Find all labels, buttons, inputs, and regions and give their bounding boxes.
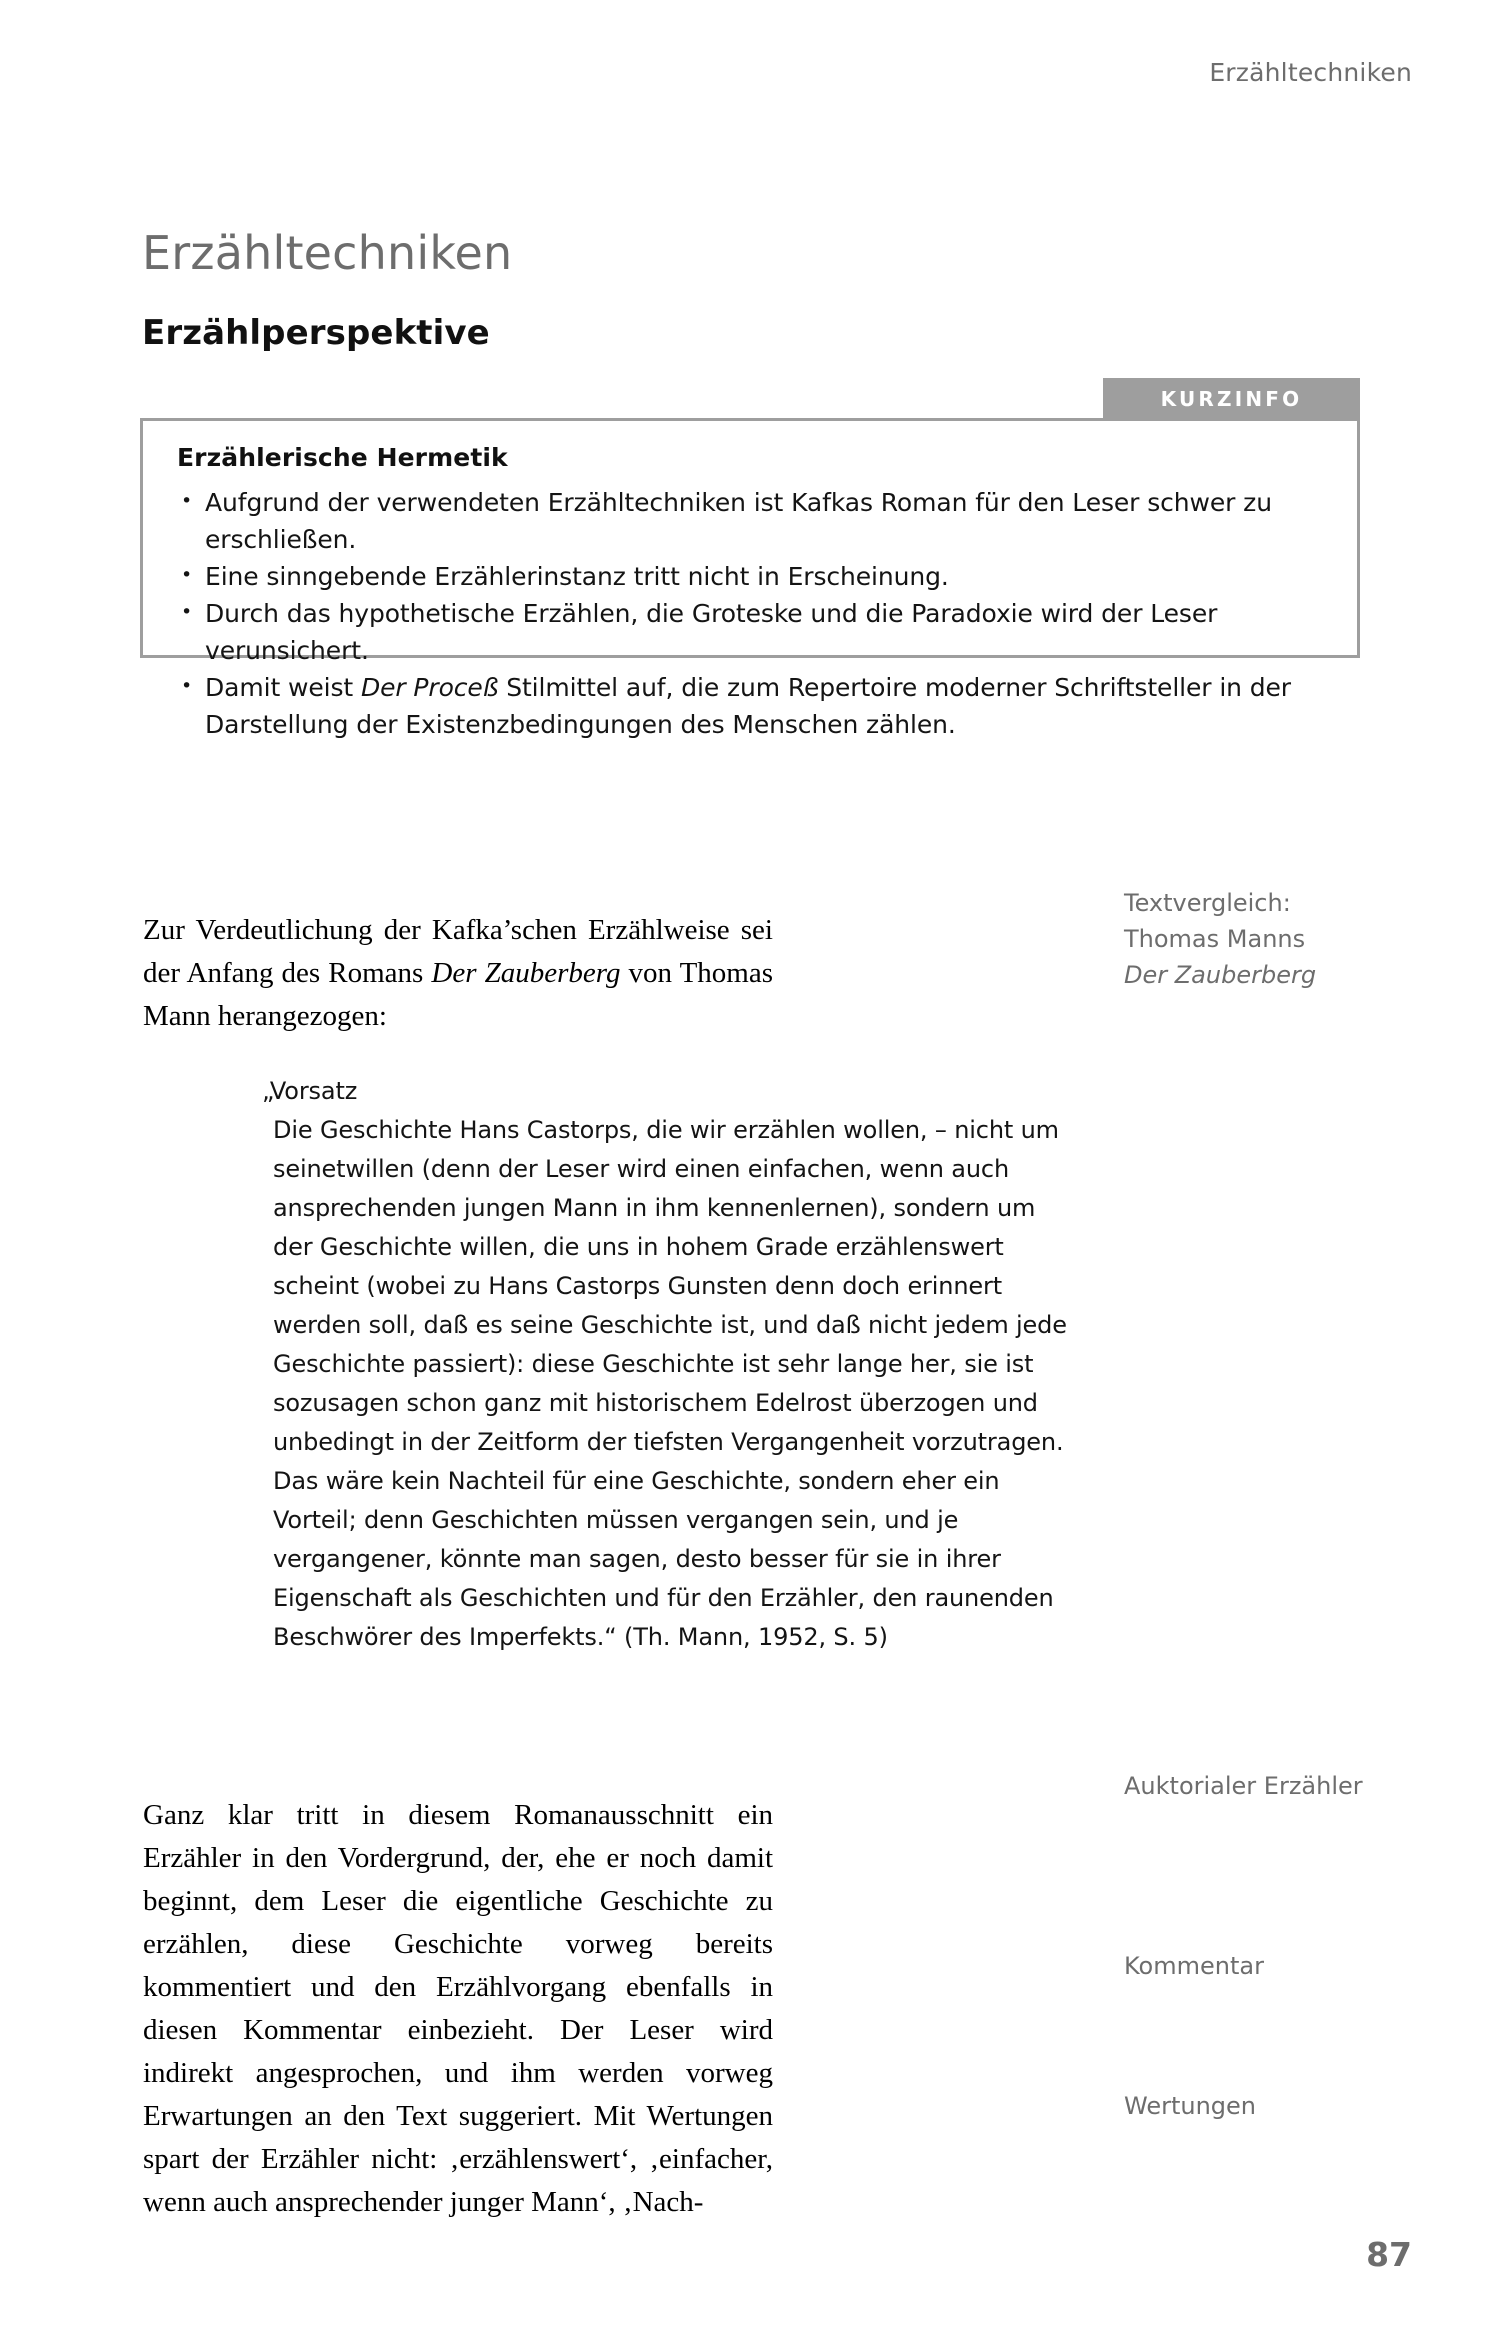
page-number: 87: [1366, 2235, 1412, 2274]
intro-text-pre: Zur Verdeutlichung der Kafka’schen Erzählweise sei der Anfang des Romans: [143, 914, 773, 989]
bullet-text-italic: Der Proceß: [360, 673, 499, 702]
margin-note-textvergleich: [1124, 885, 1454, 993]
bullet-text-pre: Durch das hypothetische Erzählen, die Groteske und die Paradoxie wird der Leser verunsichert.: [205, 599, 1218, 665]
margin-note-wertungen: Wertungen: [1124, 2092, 1256, 2120]
bullet-text-pre: Aufgrund der verwendeten Erzähltechniken ist Kafkas Roman für den Leser schwer zu erschließen.: [205, 488, 1272, 554]
kurzinfo-box-title: Erzählerische Hermetik: [177, 443, 508, 472]
section-title: Erzählperspektive: [142, 313, 490, 354]
intro-text-italic: Der Zauberberg: [431, 957, 621, 989]
quote-opening-line: „Vorsatz: [262, 1077, 358, 1105]
running-head: Erzähltechniken: [1209, 58, 1412, 87]
bullet-text-post: Stilmittel auf, die zum Repertoire moderner Schriftsteller in der Darstellung der Existenzbedingungen des Menschen zählen.: [205, 673, 1291, 739]
kurzinfo-box: [140, 418, 1360, 739]
analysis-paragraph: Ganz klar tritt in diesem Romanausschnitt ein Erzähler in den Vordergrund, der, ehe er noch damit beginnt, dem Leser die eigentliche Geschichte zu erzählen, diese Geschichte vorweg bereits kommentiert und den Erzählvorgang ebenfalls in diesen Kommentar einbezieht. Der Leser wird indirekt angesprochen, und ihm werden vorweg Erwartungen an den Text suggeriert. Mit Wertungen spart der Erzähler nicht: ‚erzählenswert‘, ‚einfacher, wenn auch ansprechender junger Mann‘, ‚Nach-: [143, 1799, 773, 2218]
margin-note-line: Textvergleich:: [1124, 889, 1291, 917]
page-title: Erzähltechniken: [142, 225, 513, 280]
list-item: [177, 669, 1329, 743]
margin-note-line-italic: Der Zauberberg: [1124, 961, 1317, 989]
kurzinfo-tab-label: KURZINFO: [1103, 378, 1360, 420]
margin-note-kommentar: Kommentar: [1124, 1952, 1264, 1980]
kurzinfo-bullet-list: [177, 484, 1329, 743]
list-item: [177, 484, 1329, 558]
intro-text-post: von Thomas Mann herangezogen:: [143, 957, 774, 1032]
bullet-text-pre: Eine sinngebende Erzählerinstanz tritt nicht in Erscheinung.: [205, 562, 949, 591]
margin-note-line: Thomas Manns: [1124, 925, 1306, 953]
bullet-text-pre: Damit weist: [205, 673, 361, 702]
margin-note-auktorialer-erzaehler: Auktorialer Erzähler: [1124, 1772, 1363, 1800]
intro-paragraph: [143, 909, 773, 1038]
list-item: [177, 558, 1329, 595]
list-item: [177, 595, 1329, 669]
quote-body-text: Die Geschichte Hans Castorps, die wir erzählen wollen, – nicht um seinetwillen (denn der Leser wird einen einfachen, wenn auch ansprechenden jungen Mann in ihm kennenlernen), sondern um der Geschichte willen, die uns in hohem Grade erzählenswert scheint (wobei zu Hans Castorps Gunsten denn doch erinnert werden soll, daß es seine Geschichte ist, und daß nicht jedem jede Geschichte passiert): diese Geschichte ist sehr lange her, sie ist sozusagen schon ganz mit historischem Edelrost überzogen und unbedingt in der Zeitform der tiefsten Vergangenheit vorzutragen. Das wäre kein Nachteil für eine Geschichte, sondern eher ein Vorteil; denn Geschichten müssen vergangen sein, und je vergangener, könnte man sagen, desto besser für sie in ihrer Eigenschaft als Geschichten und für den Erzähler, den raunenden Beschwörer des Imperfekts.“ (Th. Mann, 1952, S. 5): [273, 1116, 1067, 1651]
block-quote: [262, 1072, 1082, 1657]
